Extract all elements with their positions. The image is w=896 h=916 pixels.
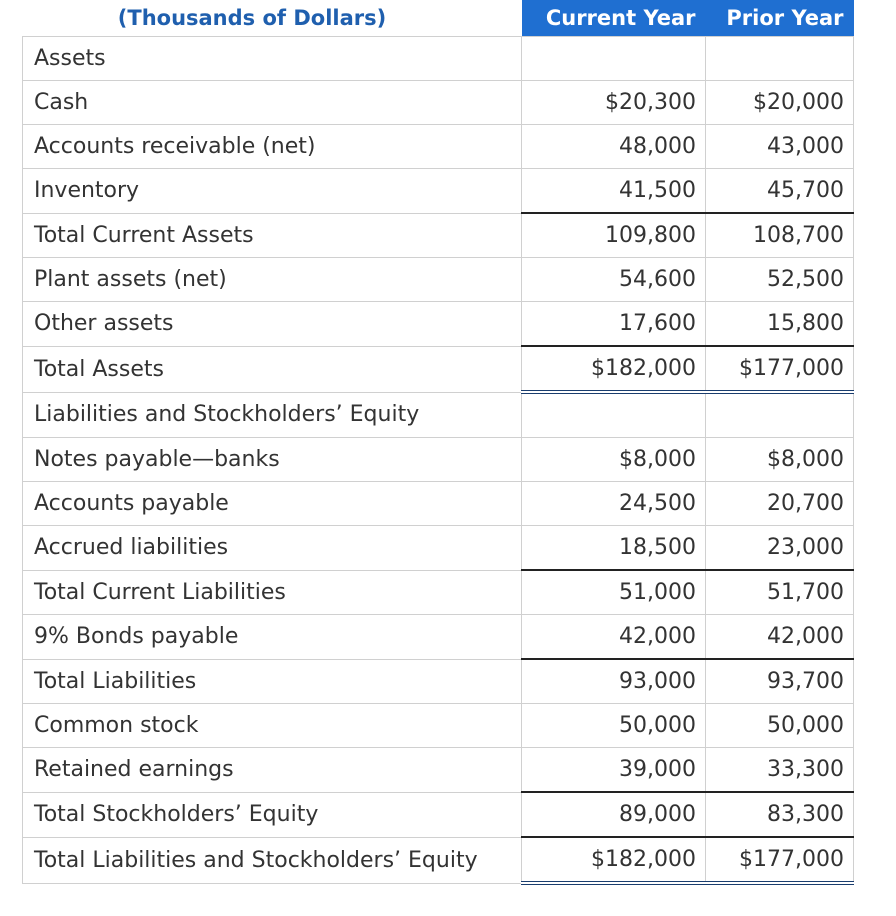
row-prior-value: $8,000 — [706, 438, 854, 482]
row-prior-value — [706, 37, 854, 81]
table-row — [23, 659, 854, 704]
table-row — [23, 169, 854, 214]
row-label: 9% Bonds payable — [23, 615, 522, 660]
row-prior-value: 50,000 — [706, 704, 854, 748]
row-label: Total Liabilities and Stockholders’ Equity — [23, 837, 522, 883]
row-label: Notes payable—banks — [23, 438, 522, 482]
row-label: Inventory — [23, 169, 522, 214]
table-row — [23, 438, 854, 482]
row-current-value: 18,500 — [522, 526, 706, 571]
table-row — [23, 526, 854, 571]
row-current-value: $8,000 — [522, 438, 706, 482]
header-prior-year: Prior Year — [706, 0, 854, 37]
row-prior-value: 51,700 — [706, 570, 854, 615]
row-current-value — [522, 37, 706, 81]
row-label: Total Stockholders’ Equity — [23, 792, 522, 837]
row-current-value: 42,000 — [522, 615, 706, 660]
row-current-value: $182,000 — [522, 837, 706, 883]
row-prior-value: 43,000 — [706, 125, 854, 169]
row-label: Accrued liabilities — [23, 526, 522, 571]
row-prior-value: 23,000 — [706, 526, 854, 571]
row-current-value — [522, 392, 706, 438]
header-units: (Thousands of Dollars) — [23, 0, 522, 37]
table-row — [23, 792, 854, 837]
row-prior-value: 52,500 — [706, 258, 854, 302]
row-label: Total Liabilities — [23, 659, 522, 704]
row-label: Retained earnings — [23, 748, 522, 793]
row-current-value: $20,300 — [522, 81, 706, 125]
row-current-value: 51,000 — [522, 570, 706, 615]
row-current-value: 48,000 — [522, 125, 706, 169]
table-row — [23, 125, 854, 169]
header-row — [23, 0, 854, 37]
balance-sheet-table — [22, 0, 854, 885]
row-current-value: 39,000 — [522, 748, 706, 793]
row-prior-value — [706, 392, 854, 438]
table-row — [23, 615, 854, 660]
row-current-value: 93,000 — [522, 659, 706, 704]
row-prior-value: 33,300 — [706, 748, 854, 793]
table-row — [23, 213, 854, 258]
row-prior-value: $177,000 — [706, 346, 854, 392]
row-label: Total Current Assets — [23, 213, 522, 258]
row-current-value: 50,000 — [522, 704, 706, 748]
row-current-value: 109,800 — [522, 213, 706, 258]
row-prior-value: 45,700 — [706, 169, 854, 214]
table-row — [23, 392, 854, 438]
header-current-year: Current Year — [522, 0, 706, 37]
row-current-value: 24,500 — [522, 482, 706, 526]
row-prior-value: 15,800 — [706, 302, 854, 347]
table-row — [23, 748, 854, 793]
table-row — [23, 258, 854, 302]
row-label: Total Assets — [23, 346, 522, 392]
table-row — [23, 482, 854, 526]
row-label: Accounts receivable (net) — [23, 125, 522, 169]
row-label: Cash — [23, 81, 522, 125]
row-prior-value: $177,000 — [706, 837, 854, 883]
table-row — [23, 704, 854, 748]
row-label: Common stock — [23, 704, 522, 748]
table-row — [23, 837, 854, 883]
table-row — [23, 346, 854, 392]
row-current-value: 17,600 — [522, 302, 706, 347]
row-label: Total Current Liabilities — [23, 570, 522, 615]
row-prior-value: 83,300 — [706, 792, 854, 837]
row-prior-value: 42,000 — [706, 615, 854, 660]
table-row — [23, 81, 854, 125]
table-row — [23, 302, 854, 347]
row-prior-value: 93,700 — [706, 659, 854, 704]
row-current-value: 41,500 — [522, 169, 706, 214]
table-row — [23, 37, 854, 81]
row-prior-value: 108,700 — [706, 213, 854, 258]
table-row — [23, 570, 854, 615]
row-label: Accounts payable — [23, 482, 522, 526]
row-current-value: 89,000 — [522, 792, 706, 837]
row-prior-value: 20,700 — [706, 482, 854, 526]
row-label: Plant assets (net) — [23, 258, 522, 302]
row-prior-value: $20,000 — [706, 81, 854, 125]
balance-sheet — [22, 0, 853, 885]
row-label: Assets — [23, 37, 522, 81]
row-current-value: 54,600 — [522, 258, 706, 302]
row-label: Other assets — [23, 302, 522, 347]
row-label: Liabilities and Stockholders’ Equity — [23, 392, 522, 438]
row-current-value: $182,000 — [522, 346, 706, 392]
